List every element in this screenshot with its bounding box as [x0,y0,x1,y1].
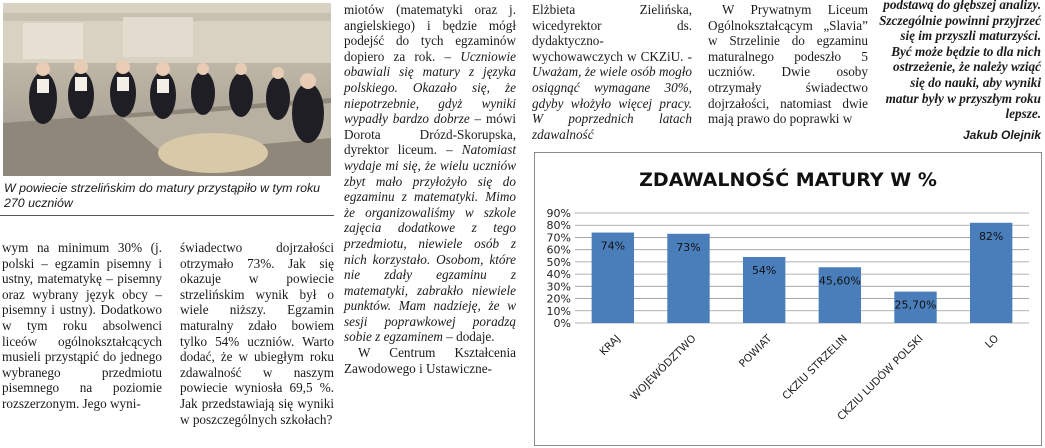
y-tick-label: 60% [546,243,571,257]
paragraph: W Centrum Kształcenia Zawodowego i Ustawiczne- [344,345,516,376]
chart-title: ZDAWALNOŚĆ MATURY W % [639,169,937,191]
y-tick-label: 80% [546,219,571,233]
text: – dodaje. [446,329,495,345]
chart-plot [535,153,1041,445]
data-label: 74% [600,239,626,253]
category-label: WOJEWÓDZTWO [628,332,699,403]
y-tick-label: 70% [546,231,571,245]
category-label: CKZIU LUDÓW POLSKI [835,332,926,423]
photo-caption: W powiecie strzelińskim do matury przystąpiło w tym roku 270 uczniów [4,181,321,210]
data-label: 73% [676,240,701,254]
article-column-5 [708,2,868,127]
y-tick-label: 90% [546,207,571,220]
paragraph [344,2,516,345]
data-label: 82% [978,229,1004,243]
data-label: 54% [751,264,777,277]
article-column-6 [878,0,1041,122]
text: miotów (matematyki oraz j. angielskiego) i będzie mógł podejść do tych egzaminów dopiero za rok. – [344,2,516,64]
quote: Uważam, że wiele osób mogło osiągnąć wymagane 30%, gdyby włożyło więcej pracy. W poprzednich latach zdawalność [532,64,692,142]
category-label: CKZIU STRZELIN [780,332,850,403]
y-tick-label: 50% [546,255,571,269]
category-label: LO [983,332,1002,351]
category-label: KRAJ [597,332,623,359]
data-label: 25,70% [894,298,937,312]
divider [0,215,334,216]
article-column-3 [344,2,516,376]
y-tick-label: 10% [546,304,571,318]
y-tick-label: 30% [546,280,571,294]
students-exam-photo [3,3,331,176]
y-tick-label: 40% [546,268,571,282]
y-tick-label: 20% [546,292,571,306]
article-column-1 [2,240,162,412]
quote: Natomiast wydaje mi się, że wielu uczniów zbyt mało przyłożyło się do egzaminu z matematyki. Mimo że organizowaliśmy w szkole zajęcia dodatkowe z tego przedmiotu, niewiele osób z nich korzystało. Osobom, które nie zdały egzaminu z matematyki, zabrakło niewiele punktów. Mam nadzieję, że w sesji poprawkowej poradzą sobie z egzaminem [344,142,517,345]
paragraph: wym na minimum 30% (j. polski – egzamin pisemny i ustny, matematykę – pisemny oraz wybrany język obcy – pisemny i ustny). Dodatkowo w tym roku absolwenci liceów ogólnokształcących musieli przystąpić do jednego wybranego przedmiotu pisemnego na poziomie rozszerzonym. Jego wyni- [2,240,162,411]
author-byline: Jakub Olejnik [962,128,1041,142]
article-column-2 [180,240,334,427]
y-tick-label: 0% [553,317,571,330]
category-label: POWIAT [736,332,775,371]
quote: Uczniowie obawiali się matury z języka polskiego. Okazało się, że niepotrzebnie, gdyż wyniki wypadły bardzo dobrze [344,48,516,127]
paragraph [532,2,692,142]
text: – mówi Dorota Drózd-Skorupska, dyrektor liceum. – [344,111,517,158]
paragraph: świadectwo dojrzałości otrzymało 73%. Jak się okazuje w powiecie strzelińskim wynik był o wiele niższy. Egzamin maturalny zdało bowiem tylko 54% uczniów. Warto dodać, że w ubiegłym roku zdawalność w naszym powiecie wyniosła 69,5 %. Jak przedstawiają się wyniki w poszczególnych szkołach? [180,240,334,427]
article-column-4 [532,2,692,142]
paragraph: W Prywatnym Liceum Ogólnokształcącym „Slavia” w Strzelinie do egzaminu maturalnego podeszło 5 uczniów. Dwie osoby otrzymały świadectwo dojrzałości, natomiast dwie mają prawo do poprawki w [708,2,868,127]
paragraph: podstawą do głębszej analizy. Szczególnie powinni przyjrzeć się im przyszli maturzyści. Być może będzie to dla nich ostrzeżenie, że należy wziąć się do nauki, aby wyniki matur były w przyszłym roku lepsze. [879,0,1041,122]
data-label: 45,60% [818,274,861,288]
text: Elżbieta Zielińska, wicedyrektor ds. dydaktyczno-wychowawczych w CKZiU. - [532,2,692,64]
pass-rate-chart [534,152,1042,446]
